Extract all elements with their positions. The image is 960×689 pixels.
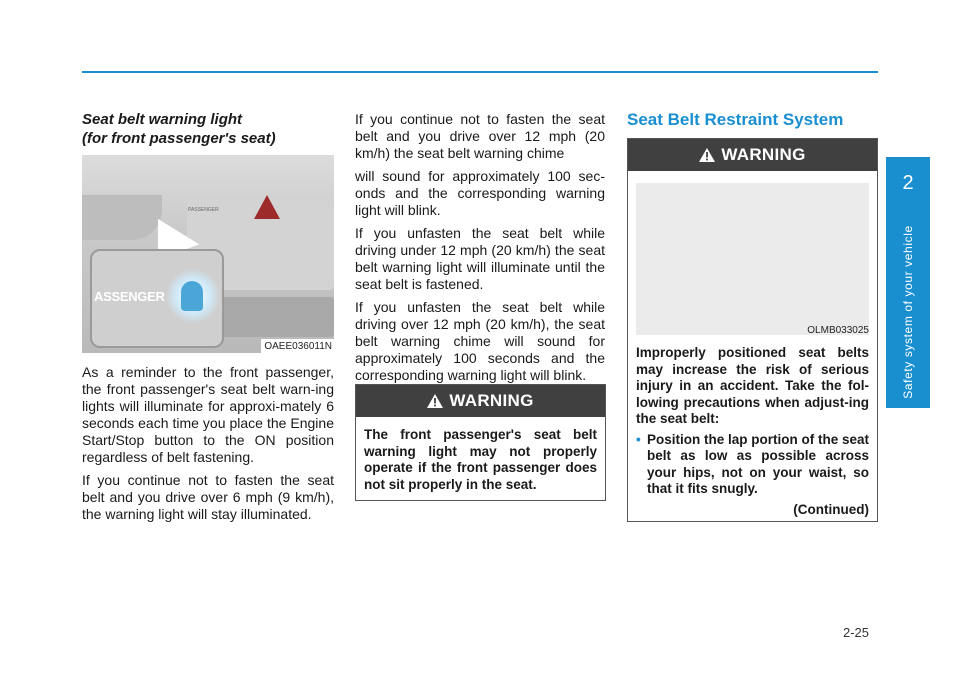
warning-triangle-icon (699, 148, 715, 162)
bullet-text: Position the lap portion of the seat belt as low as possible across your hips, not on your waist, so that it fits snugly. (647, 431, 870, 496)
warning-title: WARNING (449, 391, 534, 410)
warning-box-restraint (627, 138, 878, 522)
warning-triangle-icon (427, 394, 443, 408)
bullet-icon: • (636, 431, 641, 447)
warning-header (628, 139, 877, 171)
section-title: Seat Belt Restraint System (627, 110, 844, 129)
col2-paragraph-4: If you unfasten the seat belt while driving over 12 mph (20 km/h), the seat belt warning chime will sound for approximately 100 seconds and the corresponding warning light will blink. (355, 299, 605, 383)
seatbelt-warning-heading (82, 110, 334, 148)
col2-paragraph-1: If you continue not to fasten the seat belt and you drive over 12 mph (20 km/h) the seat belt warning chime (355, 111, 605, 161)
chapter-title: Safety system of your vehicle (901, 225, 915, 399)
warning-header (356, 385, 605, 417)
heading-line-2: (for front passenger's seat) (82, 130, 276, 147)
seatbelt-icon (181, 281, 203, 311)
warning-box-passenger (355, 384, 606, 501)
chapter-number: 2 (886, 157, 930, 207)
bullet-item (636, 432, 869, 498)
figure-code: OLMB033025 (807, 325, 869, 336)
photo-inset (90, 249, 224, 348)
col1-paragraph-1: As a reminder to the front passenger, the front passenger's seat belt warn-ing lights will illuminate for approxi-mately 6 seconds each time you place the Engine Start/Stop button to the ON position regardless of belt fastening. (82, 364, 334, 465)
photo-small-label: PASSENGER (188, 207, 219, 213)
heading-line-1: Seat belt warning light (82, 111, 243, 128)
warning-content (628, 335, 877, 526)
inset-passenger-text: ASSENGER (94, 289, 165, 304)
page-number: 2-25 (843, 625, 870, 640)
col1-body (82, 364, 334, 529)
hazard-icon (254, 195, 280, 219)
header-rule (82, 71, 878, 73)
col2-body (355, 111, 605, 390)
warning-text: The front passenger's seat belt warning light may not properly operate if the front passenger does not sit properly in the seat. (364, 427, 597, 492)
col1-paragraph-2: If you continue not to fasten the seat belt and you drive over 6 mph (9 km/h), the warning light will stay illuminated. (82, 472, 334, 522)
warning-title: WARNING (721, 145, 806, 164)
dashboard-photo (82, 155, 334, 353)
warning-intro: Improperly positioned seat belts may increase the risk of serious injury in an accident. Take the fol-lowing precautions when adjust-ing the seat belt: (636, 345, 869, 426)
continued-label: (Continued) (793, 501, 869, 517)
photo-code: OAEE036011N (261, 339, 334, 353)
col2-paragraph-2: will sound for approximately 100 sec-onds and the corresponding warning light will blink. (355, 168, 605, 218)
warning-figure (636, 183, 869, 335)
col2-paragraph-3: If you unfasten the seat belt while driving under 12 mph (20 km/h) the seat belt warning light will illuminate until the seat belt is fastened. (355, 225, 605, 292)
